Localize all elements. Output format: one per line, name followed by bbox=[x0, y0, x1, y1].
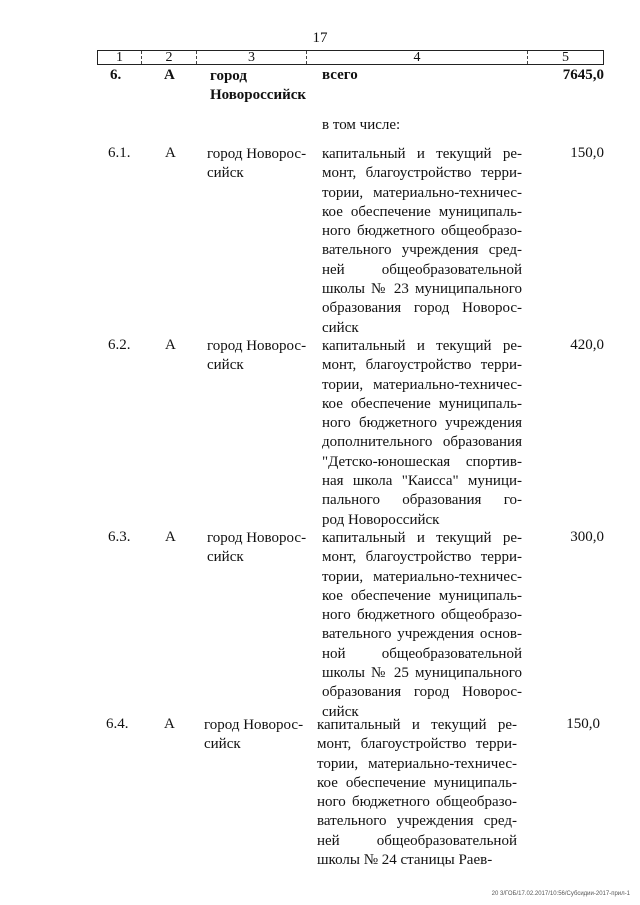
footer-stamp: 20 3/ГОБ/17.02.2017/10:56/Субсидии-2017-прил-1 bbox=[491, 891, 630, 897]
description-line: кое обеспечение муниципаль- bbox=[317, 774, 517, 791]
row-amount: 150,0 bbox=[566, 716, 600, 732]
row-number: 6.3. bbox=[108, 529, 131, 545]
description-line: монт, благоустройство терри- bbox=[322, 549, 522, 566]
row-category: А bbox=[165, 529, 176, 545]
description-line: монт, благоустройство терри- bbox=[322, 165, 522, 182]
column-header-2: 2 bbox=[142, 51, 197, 64]
description-line: образования город Новорос- bbox=[322, 300, 522, 317]
description-line: "Детско-юношеская спортив- bbox=[322, 453, 522, 470]
row-amount: 300,0 bbox=[570, 529, 604, 545]
row-amount: 420,0 bbox=[570, 337, 604, 353]
row-number: 6.2. bbox=[108, 337, 131, 353]
description-line: кое обеспечение муниципаль- bbox=[322, 587, 522, 604]
row-category: А bbox=[164, 716, 175, 732]
description-line: капитальный и текущий ре- bbox=[322, 530, 522, 546]
description-line: вательного учреждения основ- bbox=[322, 626, 522, 643]
row-number: 6.1. bbox=[108, 145, 131, 161]
description-line: ней общеобразовательной bbox=[322, 261, 522, 278]
row-number: 6.4. bbox=[106, 716, 129, 732]
description-line: ного бюджетного общеобразо- bbox=[322, 223, 522, 240]
column-header-5: 5 bbox=[562, 50, 569, 65]
description-line: ной общеобразовательной bbox=[322, 645, 522, 662]
description-line: кое обеспечение муниципаль- bbox=[322, 203, 522, 220]
description-line: капитальный и текущий ре- bbox=[317, 717, 517, 733]
description-line: ного бюджетного учреждения bbox=[322, 415, 522, 432]
description-line: монт, благоустройство терри- bbox=[322, 357, 522, 374]
subtotal-label: в том числе: bbox=[322, 117, 401, 133]
row-description: всего bbox=[322, 67, 358, 83]
description-line: пального образования го- bbox=[322, 492, 522, 509]
row-number: 6. bbox=[110, 67, 122, 83]
row-place: город Новорос- сийск bbox=[204, 717, 304, 752]
description-line: тории, материально-техничес- bbox=[317, 755, 517, 772]
description-line: вательного учреждения сред- bbox=[322, 242, 522, 259]
row-description bbox=[322, 529, 522, 722]
description-line: ного бюджетного общеобразо- bbox=[322, 607, 522, 624]
description-line: сийск bbox=[322, 703, 359, 720]
description-line: дополнительного образования bbox=[322, 434, 522, 451]
row-place: город Новороссийск bbox=[210, 68, 307, 103]
description-line: монт, благоустройство терри- bbox=[317, 736, 517, 753]
description-line: школы № 23 муниципального bbox=[322, 281, 522, 298]
row-description bbox=[322, 337, 522, 530]
column-header-4: 4 bbox=[307, 51, 528, 64]
column-header-1: 1 bbox=[98, 51, 142, 64]
row-category: А bbox=[165, 337, 176, 353]
description-line: школы № 25 муниципального bbox=[322, 665, 522, 682]
description-line: вательного учреждения сред- bbox=[317, 813, 517, 830]
row-description bbox=[322, 145, 522, 338]
description-line: кое обеспечение муниципаль- bbox=[322, 395, 522, 412]
description-line: род Новороссийск bbox=[322, 511, 440, 528]
row-category: А bbox=[164, 67, 175, 83]
description-line: сийск bbox=[322, 319, 359, 336]
row-amount: 7645,0 bbox=[562, 67, 604, 83]
row-amount: 150,0 bbox=[570, 145, 604, 161]
description-line: ней общеобразовательной bbox=[317, 832, 517, 849]
description-line: тории, материально-техничес- bbox=[322, 184, 522, 201]
column-header-row bbox=[97, 50, 604, 65]
row-place: город Новорос- сийск bbox=[207, 338, 307, 373]
column-header-3: 3 bbox=[197, 51, 307, 64]
row-place: город Новорос- сийск bbox=[207, 146, 307, 181]
description-line: ного бюджетного общеобразо- bbox=[317, 794, 517, 811]
description-line: тории, материально-техничес- bbox=[322, 568, 522, 585]
row-place: город Новорос- сийск bbox=[207, 530, 307, 565]
description-line: капитальный и текущий ре- bbox=[322, 338, 522, 354]
description-line: образования город Новорос- bbox=[322, 684, 522, 701]
description-line: школы № 24 станицы Раев- bbox=[317, 852, 493, 869]
description-line: ная школа "Каисса" муници- bbox=[322, 473, 522, 490]
row-category: А bbox=[165, 145, 176, 161]
row-description bbox=[317, 716, 517, 870]
description-line: тории, материально-техничес- bbox=[322, 376, 522, 393]
description-line: капитальный и текущий ре- bbox=[322, 146, 522, 162]
page-number: 17 bbox=[312, 30, 328, 46]
